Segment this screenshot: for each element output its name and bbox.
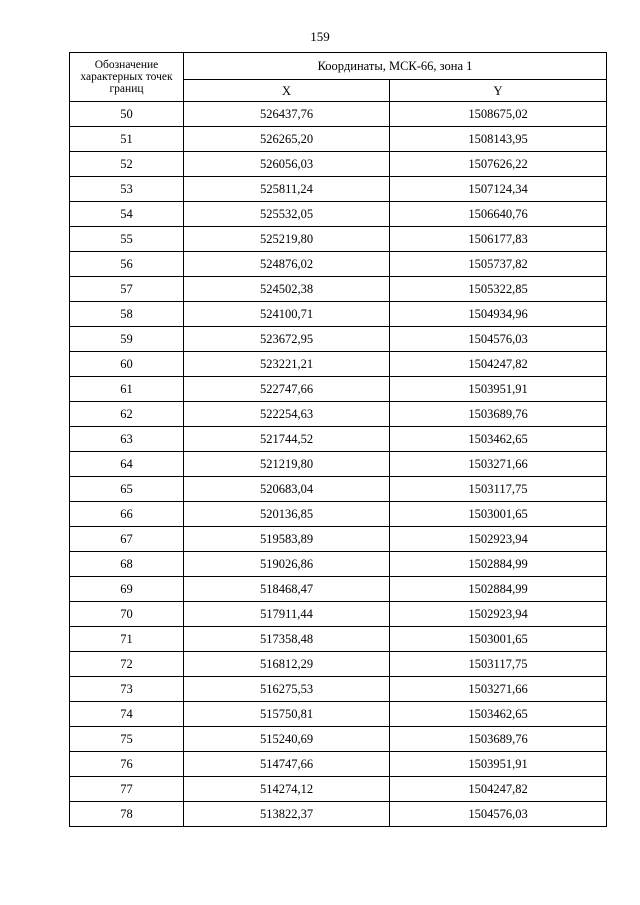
point-number-cell: 52 xyxy=(70,152,184,177)
table-row xyxy=(70,702,607,727)
table-row xyxy=(70,402,607,427)
y-coordinate-cell: 1505322,85 xyxy=(390,277,607,302)
point-number-cell: 70 xyxy=(70,602,184,627)
y-coordinate-cell: 1507626,22 xyxy=(390,152,607,177)
point-number-cell: 63 xyxy=(70,427,184,452)
point-number-cell: 61 xyxy=(70,377,184,402)
table-row xyxy=(70,227,607,252)
table-row xyxy=(70,477,607,502)
point-number-cell: 75 xyxy=(70,727,184,752)
point-number-cell: 69 xyxy=(70,577,184,602)
y-coordinate-cell: 1507124,34 xyxy=(390,177,607,202)
point-number-cell: 78 xyxy=(70,802,184,827)
point-number-cell: 73 xyxy=(70,677,184,702)
table-row xyxy=(70,177,607,202)
x-coordinate-cell: 517911,44 xyxy=(184,602,390,627)
point-number-cell: 71 xyxy=(70,627,184,652)
table-row xyxy=(70,252,607,277)
y-coordinate-cell: 1503117,75 xyxy=(390,652,607,677)
coordinates-table xyxy=(69,52,607,827)
point-designation-header: Обозначение характерных точек границ xyxy=(70,53,184,102)
x-coordinate-cell: 514747,66 xyxy=(184,752,390,777)
x-coordinate-cell: 526437,76 xyxy=(184,102,390,127)
table-row xyxy=(70,152,607,177)
y-coordinate-cell: 1508675,02 xyxy=(390,102,607,127)
y-coordinate-cell: 1502923,94 xyxy=(390,527,607,552)
table-row xyxy=(70,427,607,452)
table-row xyxy=(70,202,607,227)
y-coordinate-cell: 1503117,75 xyxy=(390,477,607,502)
point-number-cell: 76 xyxy=(70,752,184,777)
x-column-header: X xyxy=(184,80,390,102)
table-header xyxy=(70,53,607,102)
y-coordinate-cell: 1504576,03 xyxy=(390,327,607,352)
y-coordinate-cell: 1506177,83 xyxy=(390,227,607,252)
x-coordinate-cell: 520136,85 xyxy=(184,502,390,527)
x-coordinate-cell: 526056,03 xyxy=(184,152,390,177)
y-coordinate-cell: 1503462,65 xyxy=(390,702,607,727)
x-coordinate-cell: 514274,12 xyxy=(184,777,390,802)
table-row xyxy=(70,302,607,327)
point-number-cell: 54 xyxy=(70,202,184,227)
x-coordinate-cell: 519583,89 xyxy=(184,527,390,552)
x-coordinate-cell: 519026,86 xyxy=(184,552,390,577)
point-number-cell: 55 xyxy=(70,227,184,252)
coordinates-system-header: Координаты, МСК-66, зона 1 xyxy=(184,53,607,80)
point-number-cell: 66 xyxy=(70,502,184,527)
x-coordinate-cell: 521219,80 xyxy=(184,452,390,477)
x-coordinate-cell: 518468,47 xyxy=(184,577,390,602)
x-coordinate-cell: 513822,37 xyxy=(184,802,390,827)
table-row xyxy=(70,652,607,677)
x-coordinate-cell: 524876,02 xyxy=(184,252,390,277)
x-coordinate-cell: 526265,20 xyxy=(184,127,390,152)
y-coordinate-cell: 1503462,65 xyxy=(390,427,607,452)
y-coordinate-cell: 1504247,82 xyxy=(390,352,607,377)
table-row xyxy=(70,127,607,152)
x-coordinate-cell: 521744,52 xyxy=(184,427,390,452)
point-number-cell: 50 xyxy=(70,102,184,127)
x-coordinate-cell: 522747,66 xyxy=(184,377,390,402)
y-coordinate-cell: 1504247,82 xyxy=(390,777,607,802)
point-number-cell: 56 xyxy=(70,252,184,277)
y-coordinate-cell: 1508143,95 xyxy=(390,127,607,152)
x-coordinate-cell: 523221,21 xyxy=(184,352,390,377)
x-coordinate-cell: 515750,81 xyxy=(184,702,390,727)
table-row xyxy=(70,377,607,402)
x-coordinate-cell: 516812,29 xyxy=(184,652,390,677)
y-coordinate-cell: 1503951,91 xyxy=(390,377,607,402)
table-row xyxy=(70,277,607,302)
point-number-cell: 60 xyxy=(70,352,184,377)
table-body xyxy=(70,102,607,827)
table-row xyxy=(70,602,607,627)
x-coordinate-cell: 523672,95 xyxy=(184,327,390,352)
table-row xyxy=(70,352,607,377)
x-coordinate-cell: 522254,63 xyxy=(184,402,390,427)
x-coordinate-cell: 516275,53 xyxy=(184,677,390,702)
y-coordinate-cell: 1503689,76 xyxy=(390,727,607,752)
page-number: 159 xyxy=(310,29,330,44)
point-number-cell: 64 xyxy=(70,452,184,477)
y-coordinate-cell: 1504576,03 xyxy=(390,802,607,827)
y-coordinate-cell: 1503689,76 xyxy=(390,402,607,427)
table-row xyxy=(70,327,607,352)
y-coordinate-cell: 1503951,91 xyxy=(390,752,607,777)
point-number-cell: 59 xyxy=(70,327,184,352)
x-coordinate-cell: 517358,48 xyxy=(184,627,390,652)
table-row xyxy=(70,727,607,752)
y-coordinate-cell: 1503271,66 xyxy=(390,677,607,702)
x-coordinate-cell: 524100,71 xyxy=(184,302,390,327)
point-number-cell: 51 xyxy=(70,127,184,152)
point-number-cell: 53 xyxy=(70,177,184,202)
x-coordinate-cell: 525532,05 xyxy=(184,202,390,227)
point-number-cell: 68 xyxy=(70,552,184,577)
table-row xyxy=(70,677,607,702)
table-row xyxy=(70,802,607,827)
y-column-header: Y xyxy=(390,80,607,102)
header-row-top xyxy=(70,53,607,80)
x-coordinate-cell: 525219,80 xyxy=(184,227,390,252)
point-number-cell: 77 xyxy=(70,777,184,802)
table-row xyxy=(70,752,607,777)
table-row xyxy=(70,452,607,477)
y-coordinate-cell: 1504934,96 xyxy=(390,302,607,327)
y-coordinate-cell: 1503001,65 xyxy=(390,627,607,652)
y-coordinate-cell: 1502884,99 xyxy=(390,577,607,602)
point-number-cell: 67 xyxy=(70,527,184,552)
y-coordinate-cell: 1502923,94 xyxy=(390,602,607,627)
table-row xyxy=(70,552,607,577)
table-row xyxy=(70,527,607,552)
point-number-cell: 57 xyxy=(70,277,184,302)
y-coordinate-cell: 1502884,99 xyxy=(390,552,607,577)
y-coordinate-cell: 1505737,82 xyxy=(390,252,607,277)
y-coordinate-cell: 1503271,66 xyxy=(390,452,607,477)
point-number-cell: 74 xyxy=(70,702,184,727)
point-number-cell: 65 xyxy=(70,477,184,502)
point-number-cell: 62 xyxy=(70,402,184,427)
x-coordinate-cell: 515240,69 xyxy=(184,727,390,752)
table-row xyxy=(70,627,607,652)
table-row xyxy=(70,777,607,802)
x-coordinate-cell: 525811,24 xyxy=(184,177,390,202)
table-row xyxy=(70,102,607,127)
y-coordinate-cell: 1503001,65 xyxy=(390,502,607,527)
point-number-cell: 58 xyxy=(70,302,184,327)
point-number-cell: 72 xyxy=(70,652,184,677)
y-coordinate-cell: 1506640,76 xyxy=(390,202,607,227)
table-row xyxy=(70,577,607,602)
table-row xyxy=(70,502,607,527)
x-coordinate-cell: 520683,04 xyxy=(184,477,390,502)
x-coordinate-cell: 524502,38 xyxy=(184,277,390,302)
